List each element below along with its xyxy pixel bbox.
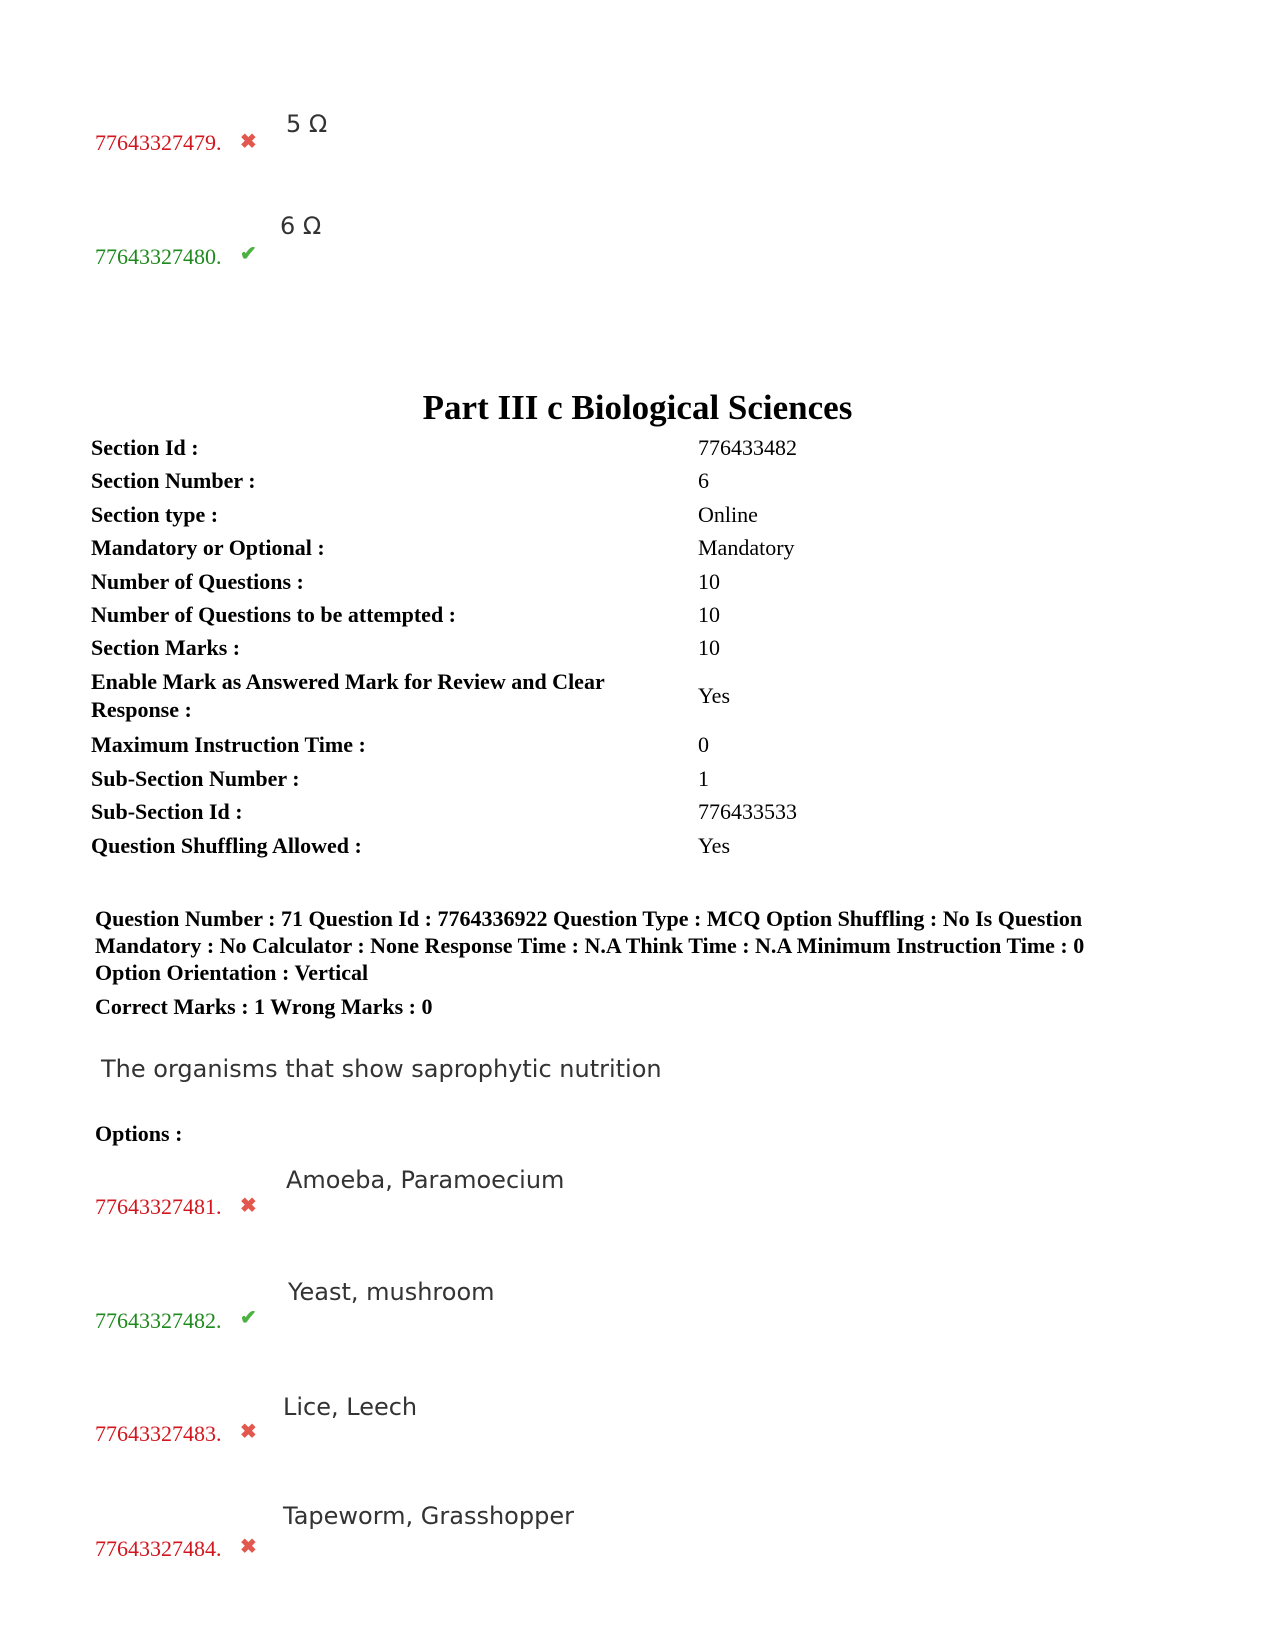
cross-icon: ✖	[240, 1536, 257, 1558]
info-label: Section Number :	[91, 468, 256, 493]
option-id: 77643327484.	[95, 1536, 222, 1561]
section-title: Part III c Biological Sciences	[422, 388, 853, 427]
info-value: Online	[698, 502, 758, 527]
info-value: 0	[698, 732, 709, 757]
cross-icon: ✖	[240, 1195, 257, 1217]
cross-icon: ✖	[240, 1421, 257, 1443]
option-id: 77643327479.	[95, 130, 222, 155]
option-row	[0, 1166, 1275, 1246]
option-id: 77643327483.	[95, 1421, 222, 1446]
question-marks: Correct Marks : 1 Wrong Marks : 0	[95, 994, 433, 1019]
info-value: 6	[698, 468, 709, 493]
info-value: Yes	[698, 833, 731, 858]
info-value: 776433533	[698, 799, 797, 824]
options-label: Options :	[95, 1121, 183, 1146]
option-text: 6 Ω	[280, 212, 322, 240]
check-icon: ✔	[240, 243, 257, 265]
option-row	[0, 1278, 1275, 1358]
option-row	[0, 212, 1275, 292]
info-label: Number of Questions :	[91, 569, 304, 594]
info-label: Number of Questions to be attempted :	[91, 602, 457, 627]
info-value: 10	[698, 569, 720, 594]
info-label: Section type :	[91, 502, 219, 527]
option-id: 77643327481.	[95, 1194, 222, 1219]
info-label: Sub-Section Number :	[91, 766, 300, 791]
option-text: 5 Ω	[286, 110, 328, 138]
info-label: Enable Mark as Answered Mark for Review and Clear Response :	[91, 669, 605, 722]
info-label: Sub-Section Id :	[91, 799, 243, 824]
info-value: 776433482	[698, 435, 797, 460]
info-label: Maximum Instruction Time :	[91, 732, 366, 757]
option-row	[0, 110, 1275, 190]
check-icon: ✔	[240, 1307, 257, 1329]
info-label: Section Id :	[91, 435, 199, 460]
info-label: Question Shuffling Allowed :	[91, 833, 362, 858]
info-value: Mandatory	[698, 535, 795, 560]
option-text: Tapeworm, Grasshopper	[283, 1502, 574, 1530]
option-id: 77643327480.	[95, 244, 222, 269]
info-label: Section Marks :	[91, 635, 241, 660]
option-id: 77643327482.	[95, 1308, 222, 1333]
option-text: Yeast, mushroom	[288, 1278, 495, 1306]
info-value: 10	[698, 635, 720, 660]
cross-icon: ✖	[240, 131, 257, 153]
info-value: 10	[698, 602, 720, 627]
option-text: Amoeba, Paramoecium	[286, 1166, 565, 1194]
info-value: Yes	[698, 683, 731, 708]
option-text: Lice, Leech	[283, 1393, 418, 1421]
question-meta: Question Number : 71 Question Id : 7764336922 Question Type : MCQ Option Shuffling : No Is Question Mandatory : No Calculator : None Response Time : N.A Think Time : N.A Minimum Instruction Time : 0 Option Orientation : Vertical	[95, 906, 1085, 985]
option-row	[0, 1393, 1275, 1473]
info-value: 1	[698, 766, 709, 791]
question-text: The organisms that show saprophytic nutrition	[101, 1055, 662, 1083]
option-row	[0, 1502, 1275, 1582]
info-label: Mandatory or Optional :	[91, 535, 325, 560]
